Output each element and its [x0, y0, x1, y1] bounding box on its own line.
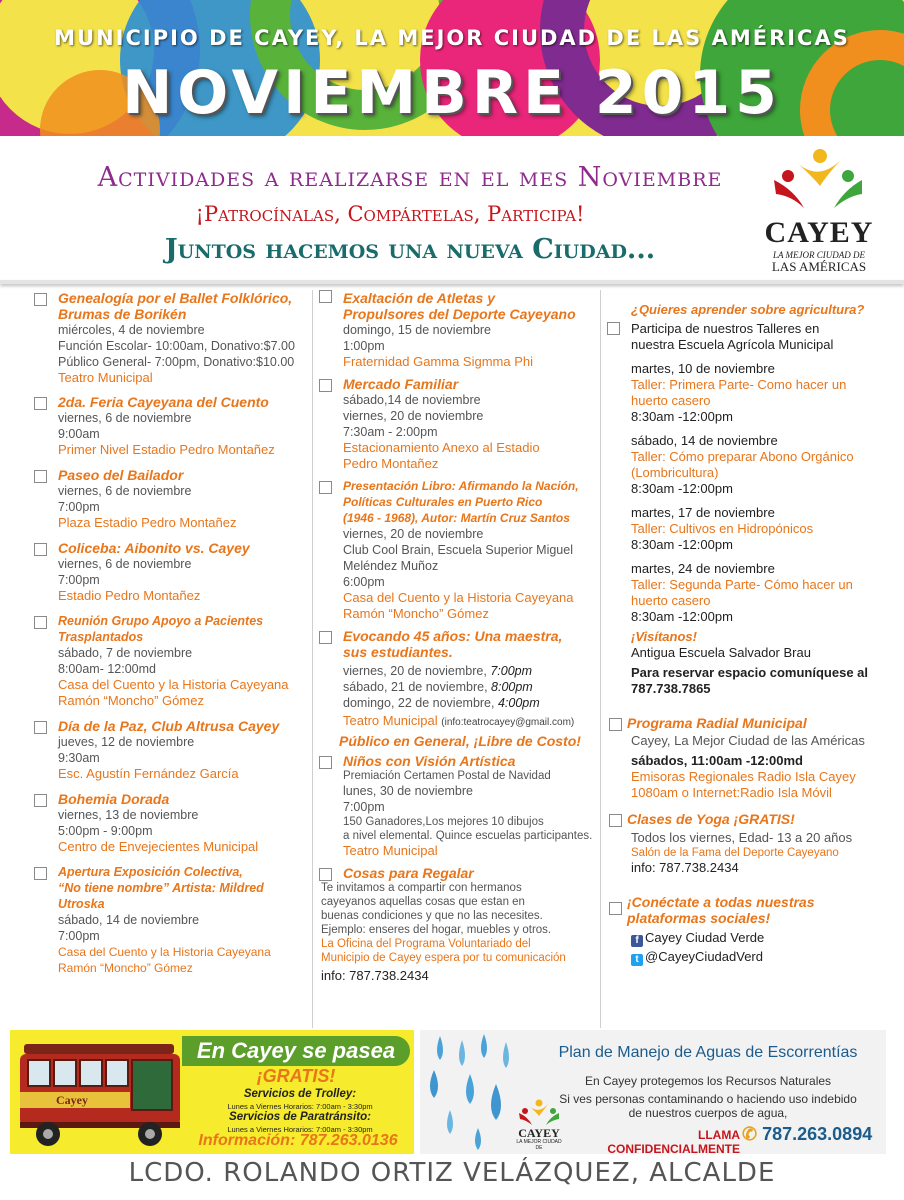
event-time: 5:00pm - 9:00pm — [58, 824, 153, 838]
event-time: 8:00am- 12:00md — [58, 662, 156, 676]
event-venue: Pedro Montañez — [343, 456, 439, 471]
event-item — [32, 791, 304, 855]
event-time: 4:00pm — [497, 696, 540, 710]
event-venue: Teatro Municipal — [58, 370, 153, 385]
event-detail: Te invitamos a compartir con hermanos — [321, 882, 522, 894]
event-title: Presentación Libro: Afirmando la Nación, — [343, 479, 579, 493]
event-detail: Meléndez Muñoz — [343, 559, 439, 573]
water-drops-icon — [420, 1030, 530, 1154]
logo-subtitle: LA MEJOR CIUDAD DE — [516, 1139, 562, 1151]
event-item — [32, 613, 304, 709]
confidential-phone — [742, 1124, 886, 1145]
event-item — [317, 753, 594, 859]
event-item — [32, 290, 304, 386]
twitter-icon: t — [631, 954, 643, 966]
trolley-vehicle-label: Cayey — [56, 1093, 88, 1107]
water-plan-title: Plan de Manejo de Aguas de Escorrentías — [558, 1044, 858, 1061]
event-venue: Casa del Cuento y la Historia Cayeyana — [58, 945, 271, 959]
event-detail: Ejemplo: enseres del hogar, muebles y otros. — [321, 924, 552, 936]
event-detail: Público General- 7:00pm, Donativo:$10.00 — [58, 355, 295, 369]
event-checkbox[interactable] — [609, 902, 622, 915]
event-venue: Municipio de Cayey espera por tu comunicación — [321, 952, 566, 964]
trolley-info-phone: Información: 787.263.0136 — [198, 1132, 398, 1149]
facebook-link[interactable] — [631, 928, 890, 947]
event-detail: Todos los viernes, Edad- 13 a 20 años — [631, 830, 853, 845]
event-checkbox[interactable] — [319, 631, 332, 644]
event-title: Propulsores del Deporte Cayeyano — [343, 306, 576, 322]
twitter-handle: @CayeyCiudadVerd — [645, 949, 763, 964]
event-checkbox[interactable] — [319, 481, 332, 494]
event-date: viernes, 20 de noviembre — [343, 409, 484, 423]
event-venue: Ramón “Moncho” Gómez — [343, 606, 489, 621]
event-venue: Casa del Cuento y la Historia Cayeyana — [58, 677, 289, 692]
event-venue: Ramón “Moncho” Gómez — [58, 961, 193, 975]
event-title: Evocando 45 años: Una maestra, — [343, 628, 563, 644]
event-venue: Emisoras Regionales Radio Isla Cayey — [631, 769, 856, 784]
event-date: sábado, 14 de noviembre — [58, 913, 200, 927]
event-title: Trasplantados — [58, 630, 144, 644]
event-checkbox[interactable] — [34, 293, 47, 306]
event-title: Apertura Exposición Colectiva, — [58, 865, 243, 879]
event-title: Exaltación de Atletas y — [343, 290, 495, 306]
event-date: sábado, 7 de noviembre — [58, 646, 193, 660]
school-name: Antigua Escuela Salvador Brau — [631, 645, 811, 660]
event-email: (info:teatrocayey@gmail.com) — [441, 717, 575, 728]
event-title: sus estudiantes. — [343, 644, 453, 660]
event-item-agriculture — [605, 302, 890, 697]
workshop-title: Taller: Primera Parte- Como hacer un — [631, 377, 847, 392]
twitter-link[interactable] — [631, 947, 890, 966]
event-detail: Función Escolar- 10:00am, Donativo:$7.00 — [58, 339, 295, 353]
event-date-time — [343, 695, 594, 711]
event-venue: Teatro Municipal — [343, 713, 438, 728]
event-checkbox[interactable] — [34, 470, 47, 483]
event-time: 9:30am — [58, 751, 100, 765]
event-venue: Ramón “Moncho” Gómez — [58, 693, 204, 708]
paratransit-service: Servicios de Paratránsito: — [229, 1111, 371, 1123]
event-time: 8:00pm — [491, 680, 533, 694]
workshop-title: huerto casero — [631, 393, 711, 408]
event-item — [317, 376, 594, 472]
reserve-text: Para reservar espacio comuníquese al — [631, 665, 869, 680]
event-title: Brumas de Borikén — [58, 306, 187, 322]
phone-icon: ✆ — [742, 1124, 758, 1144]
cayey-logo-figures-icon — [764, 146, 874, 216]
event-item-yoga — [605, 811, 890, 876]
event-detail: Cayey, La Mejor Ciudad de las Américas — [631, 733, 865, 748]
event-item — [32, 718, 304, 782]
workshop-time: 8:30am -12:00pm — [631, 609, 733, 624]
event-date: viernes, 6 de noviembre — [58, 484, 192, 498]
event-title: Políticas Culturales en Puerto Rico — [343, 495, 543, 509]
event-checkbox[interactable] — [319, 379, 332, 392]
event-date: viernes, 20 de noviembre — [343, 527, 484, 541]
event-info-phone: info: 787.738.2434 — [321, 968, 429, 983]
facebook-icon: f — [631, 935, 643, 947]
logo-subtitle: LAS AMÉRICAS — [771, 259, 867, 274]
event-detail: nuestra Escuela Agrícola Municipal — [631, 337, 834, 352]
event-time: 1:00pm — [343, 339, 385, 353]
event-time: 7:00pm — [58, 500, 100, 514]
event-checkbox[interactable] — [34, 397, 47, 410]
event-detail: 150 Ganadores,Los mejores 10 dibujos — [343, 816, 544, 828]
workshop-time: 8:30am -12:00pm — [631, 481, 733, 496]
event-venue: 1080am o Internet:Radio Isla Móvil — [631, 785, 832, 800]
workshop-title: huerto casero — [631, 593, 711, 608]
workshop-title: Taller: Cultivos en Hidropónicos — [631, 521, 814, 536]
event-checkbox[interactable] — [34, 867, 47, 880]
event-date-time — [343, 663, 594, 679]
event-checkbox[interactable] — [609, 814, 622, 827]
event-venue: Teatro Municipal — [343, 843, 438, 858]
event-item — [32, 394, 304, 458]
trolley-banner — [10, 1030, 414, 1154]
event-date: sábado, 21 de noviembre, — [343, 680, 488, 694]
mayor-footer: LCDO. ROLANDO ORTIZ VELÁZQUEZ, ALCALDE — [128, 1158, 776, 1188]
water-plan-text: En Cayey protegemos los Recursos Naturales — [584, 1074, 832, 1088]
event-title: Paseo del Bailador — [58, 467, 184, 483]
event-title: 2da. Feria Cayeyana del Cuento — [58, 394, 269, 410]
event-venue: Plaza Estadio Pedro Montañez — [58, 515, 237, 530]
event-info-phone: info: 787.738.2434 — [631, 860, 739, 875]
event-date: viernes, 13 de noviembre — [58, 808, 199, 822]
reserve-phone: 787.738.7865 — [631, 681, 711, 696]
event-time: sábados, 11:00am -12:00md — [631, 753, 803, 768]
confidential-phone-number: 787.263.0894 — [762, 1124, 873, 1144]
event-detail: a nivel elemental. Quince escuelas participantes. — [343, 830, 593, 842]
intro-section — [0, 136, 904, 282]
event-title: Mercado Familiar — [343, 376, 459, 392]
event-venue: La Oficina del Programa Voluntariado del — [321, 938, 531, 950]
event-date: domingo, 15 de noviembre — [343, 323, 492, 337]
water-banner — [420, 1030, 886, 1154]
event-venue: Salón de la Fama del Deporte Cayeyano — [631, 847, 839, 859]
event-venue: Estadio Pedro Montañez — [58, 588, 201, 603]
trolley-service: Servicios de Trolley: — [243, 1088, 357, 1100]
event-item — [32, 864, 304, 976]
workshop-title: Taller: Cómo preparar Abono Orgánico — [631, 449, 854, 464]
workshop-date: sábado, 14 de noviembre — [631, 433, 778, 448]
event-title: Reunión Grupo Apoyo a Pacientes — [58, 614, 264, 628]
event-checkbox[interactable] — [607, 322, 620, 335]
event-item — [32, 540, 304, 604]
intro-line-activities: Actividades a realizarse en el mes Noviembre — [97, 162, 723, 193]
event-checkbox[interactable] — [34, 616, 47, 629]
event-time: 7:30am - 2:00pm — [343, 425, 438, 439]
event-time: 6:00pm — [343, 575, 385, 589]
event-date: viernes, 6 de noviembre — [58, 557, 192, 571]
event-title: Cosas para Regalar — [343, 865, 474, 881]
event-title: ¡Conéctate a todas nuestras — [627, 894, 815, 910]
public-free-note: Público en General, ¡Libre de Costo! — [339, 733, 581, 749]
event-date: sábado,14 de noviembre — [343, 393, 481, 407]
workshop-time: 8:30am -12:00pm — [631, 409, 733, 424]
event-venue: Esc. Agustín Fernández García — [58, 766, 239, 781]
event-date: miércoles, 4 de noviembre — [58, 323, 205, 337]
event-date: viernes, 20 de noviembre, — [343, 664, 487, 678]
event-date: viernes, 6 de noviembre — [58, 411, 192, 425]
event-time: 7:00pm — [343, 800, 385, 814]
event-checkbox[interactable] — [319, 756, 332, 769]
event-time: 7:00pm — [58, 929, 100, 943]
workshop-date: martes, 24 de noviembre — [631, 561, 775, 576]
event-time: 9:00am — [58, 427, 100, 441]
confidential-call-label: LLAMA CONFIDENCIALMENTE — [607, 1128, 740, 1154]
workshop-time: 8:30am -12:00pm — [631, 537, 733, 552]
event-venue: Fraternidad Gamma Sigmma Phi — [343, 354, 534, 369]
event-title: Bohemia Dorada — [58, 791, 170, 807]
event-title: (1946 - 1968), Autor: Martín Cruz Santos — [343, 511, 570, 525]
trolley-icon — [14, 1036, 190, 1150]
event-title: “No tiene nombre” Artista: Mildred Utroska — [58, 881, 264, 911]
event-venue: Centro de Envejecientes Municipal — [58, 839, 259, 854]
water-plan-text — [530, 1092, 886, 1120]
water-plan-text-line: Si ves personas contaminando o haciendo uso indebido — [559, 1092, 857, 1106]
section-divider — [0, 280, 904, 284]
intro-line-together: Juntos hacemos una nueva Ciudad... — [164, 234, 656, 265]
event-detail: Club Cool Brain, Escuela Superior Miguel — [343, 543, 573, 557]
event-venue: Casa del Cuento y la Historia Cayeyana — [343, 590, 574, 605]
trolley-hours: Lunes a Viernes Horarios: 7:00am - 3:30pm — [227, 1102, 373, 1111]
event-detail: buenas condiciones y que no las necesites. — [321, 910, 543, 922]
logo-subtitle: LA MEJOR CIUDAD DE — [772, 250, 866, 260]
event-venue-line — [343, 713, 594, 731]
event-date-time — [343, 679, 594, 695]
event-title: Genealogía por el Ballet Folklórico, — [58, 290, 293, 306]
header-banner — [0, 0, 904, 136]
event-item — [32, 467, 304, 531]
intro-line-sponsor: ¡Patrocínalas, Compártelas, Participa! — [195, 202, 585, 226]
workshop-title: (Lombricultura) — [631, 465, 719, 480]
event-item — [317, 478, 594, 622]
event-time: 7:00pm — [58, 573, 100, 587]
events-column-3 — [600, 290, 890, 1028]
cayey-logo — [764, 146, 874, 274]
events-column-2 — [312, 290, 594, 1028]
workshop-title: Taller: Segunda Parte- Cómo hacer un — [631, 577, 853, 592]
visit-us-label: ¡Visítanos! — [631, 629, 697, 644]
event-title: Día de la Paz, Club Altrusa Cayey — [58, 718, 280, 734]
water-plan-text-line: de nuestros cuerpos de agua, — [628, 1106, 788, 1120]
event-detail: Premiación Certamen Postal de Navidad — [343, 770, 551, 782]
event-title: plataformas sociales! — [627, 910, 771, 926]
event-venue: Estacionamiento Anexo al Estadio — [343, 440, 540, 455]
event-title: ¿Quieres aprender sobre agricultura? — [631, 302, 865, 317]
event-title: Niños con Visión Artística — [343, 753, 516, 769]
logo-name: CAYEY — [518, 1126, 560, 1140]
event-title: Clases de Yoga ¡GRATIS! — [627, 811, 795, 827]
header-title: MUNICIPIO DE CAYEY, LA MEJOR CIUDAD DE LAS AMÉRICAS — [54, 26, 850, 50]
facebook-handle: Cayey Ciudad Verde — [645, 930, 765, 945]
event-detail: cayeyanos aquellas cosas que estan en — [321, 896, 525, 908]
event-item — [317, 628, 594, 731]
workshop-date: martes, 10 de noviembre — [631, 361, 775, 376]
event-time: 7:00pm — [490, 664, 533, 678]
event-date: domingo, 22 de noviembre, — [343, 696, 495, 710]
event-item — [317, 865, 594, 984]
header-month: NOVIEMBRE 2015 — [122, 58, 782, 128]
trolley-headline: En Cayey se pasea — [182, 1036, 410, 1066]
workshop-date: martes, 17 de noviembre — [631, 505, 775, 520]
event-checkbox[interactable] — [34, 794, 47, 807]
event-checkbox[interactable] — [34, 543, 47, 556]
event-checkbox[interactable] — [609, 718, 622, 731]
trolley-free-label: ¡GRATIS! — [256, 1066, 336, 1086]
event-item-social — [605, 894, 890, 966]
event-checkbox[interactable] — [34, 721, 47, 734]
event-checkbox[interactable] — [319, 868, 332, 881]
event-title: Programa Radial Municipal — [627, 715, 807, 731]
event-checkbox[interactable] — [319, 290, 332, 303]
events-column-1 — [32, 290, 304, 1028]
event-item-radio — [605, 715, 890, 801]
event-date: lunes, 30 de noviembre — [343, 784, 473, 798]
paratransit-hours: Lunes a Viernes Horarios: 7:00am - 3:30pm — [227, 1125, 373, 1134]
event-item — [317, 290, 594, 370]
event-detail: Participa de nuestros Talleres en — [631, 321, 820, 336]
event-date: jueves, 12 de noviembre — [58, 735, 195, 749]
event-venue: Primer Nivel Estadio Pedro Montañez — [58, 442, 275, 457]
logo-name: CAYEY — [764, 216, 874, 249]
event-title: Coliceba: Aibonito vs. Cayey — [58, 540, 250, 556]
